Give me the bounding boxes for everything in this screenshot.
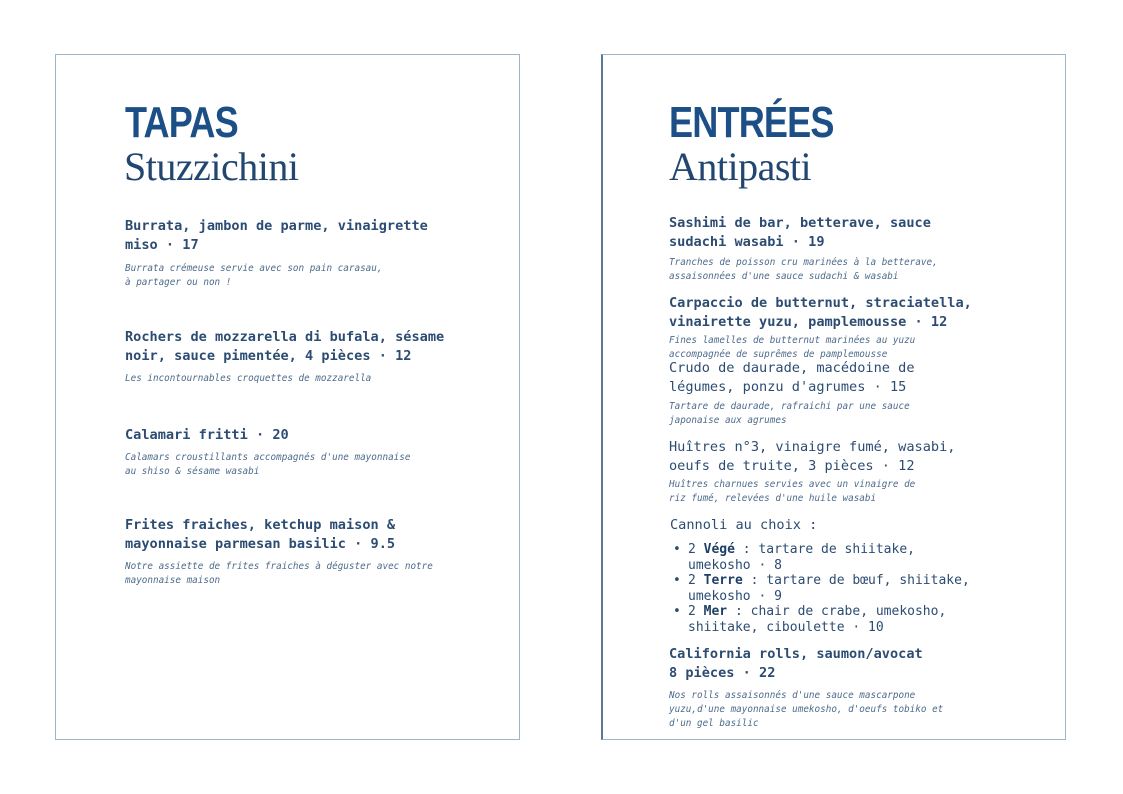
section-title: ENTRÉES	[669, 98, 834, 147]
cannoli-option: • 2 Mer : chair de crabe, umekosho, shiitake, ciboulette · 10	[673, 604, 970, 635]
cannoli-option: • 2 Végé : tartare de shiitake, umekosho · 8	[673, 542, 970, 573]
section-subtitle: Stuzzichini	[124, 144, 299, 189]
dish-description: Calamars croustillants accompagnés d'une mayonnaise au shiso & sésame wasabi	[125, 452, 411, 477]
dish-description: Huîtres charnues servies avec un vinaigre de riz fumé, relevées d'une huile wasabi	[669, 479, 916, 504]
dish-name: Calamari fritti · 20	[125, 427, 289, 443]
cannoli-heading: Cannoli au choix :	[670, 517, 818, 533]
section-subtitle: Antipasti	[669, 144, 812, 189]
cannoli-option: • 2 Terre : tartare de bœuf, shiitake, umekosho · 9	[673, 573, 970, 604]
dish-name: Huîtres n°3, vinaigre fumé, wasabi, oeufs de truite, 3 pièces · 12	[669, 439, 956, 474]
dish-description: Fines lamelles de butternut marinées au yuzu accompagnée de suprêmes de pamplemousse	[669, 335, 916, 360]
dish-description: Tartare de daurade, rafraichi par une sauce japonaise aux agrumes	[669, 401, 910, 426]
dish-description: Nos rolls assaisonnés d'une sauce mascarpone yuzu,d'une mayonnaise umekosho, d'oeufs tobiko et d'un gel basilic	[669, 690, 944, 729]
entrees-page	[601, 54, 1066, 740]
dish-description: Burrata crémeuse servie avec son pain carasau, à partager ou non !	[125, 263, 383, 288]
dish-name: California rolls, saumon/avocat 8 pièces · 22	[669, 646, 923, 681]
dish-name: Burrata, jambon de parme, vinaigrette miso · 17	[125, 218, 428, 253]
section-title: TAPAS	[125, 98, 238, 147]
dish-name: Sashimi de bar, betterave, sauce sudachi wasabi · 19	[669, 215, 931, 250]
dish-description: Notre assiette de frites fraiches à déguster avec notre mayonnaise maison	[125, 561, 433, 586]
dish-name: Crudo de daurade, macédoine de légumes, ponzu d'agrumes · 15	[669, 360, 915, 395]
cannoli-options	[653, 542, 970, 635]
dish-name: Rochers de mozzarella di bufala, sésame noir, sauce pimentée, 4 pièces · 12	[125, 329, 445, 364]
dish-name: Frites fraiches, ketchup maison & mayonnaise parmesan basilic · 9.5	[125, 517, 396, 552]
dish-name: Carpaccio de butternut, straciatella, vinairette yuzu, pamplemousse · 12	[669, 295, 972, 330]
dish-description: Les incontournables croquettes de mozzarella	[125, 373, 372, 384]
tapas-page	[55, 54, 520, 740]
dish-description: Tranches de poisson cru marinées à la betterave, assaisonnées d'une sauce sudachi & wasabi	[669, 257, 938, 282]
